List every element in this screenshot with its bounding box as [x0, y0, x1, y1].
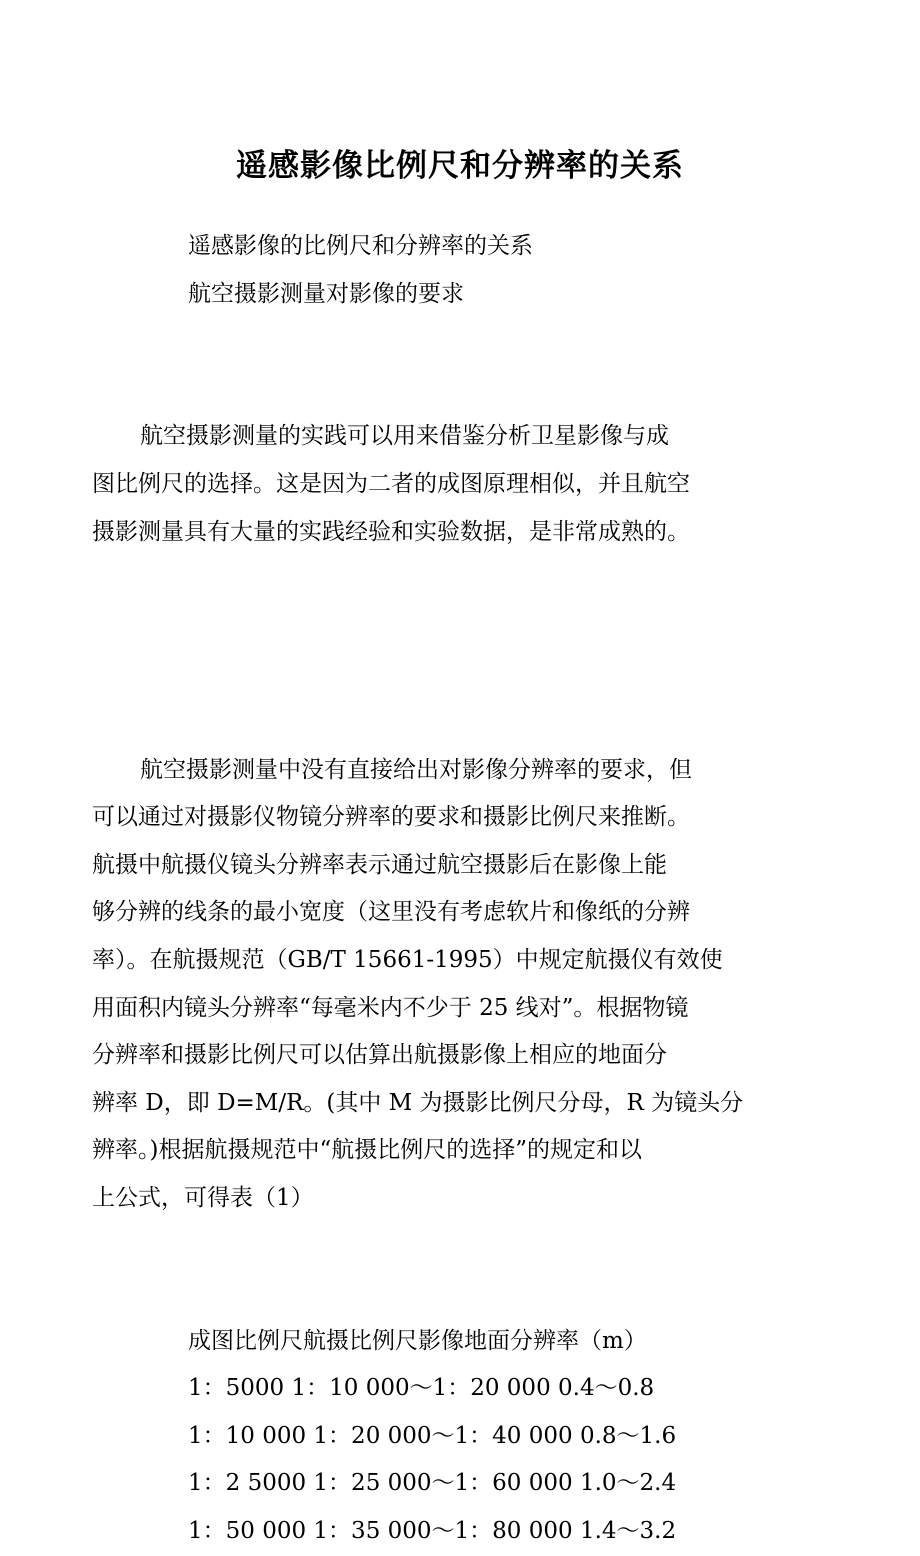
paragraph-2: [92, 651, 790, 1317]
subtitle: 遥感影像的比例尺和分辨率的关系: [188, 233, 533, 259]
table-row: 1：5000 1：10 000～1：20 000 0.4～0.8: [188, 1375, 655, 1402]
paragraph-1: [92, 318, 790, 651]
paragraph-2-line: 辨率 D，即 D=M/R。(其中 M 为摄影比例尺分母，R 为镜头分: [92, 1089, 744, 1116]
paragraph-2-line: 辨率。)根据航摄规范中“航摄比例尺的选择”的规定和以: [92, 1137, 642, 1164]
paragraph-2-line: 率）。在航摄规范（GB/T 15661-1995）中规定航摄仪有效使: [92, 946, 723, 973]
table-row: 1：10 000 1：20 000～1：40 000 0.8～1.6: [188, 1422, 677, 1449]
table-row: 1：2 5000 1：25 000～1：60 000 1.0～2.4: [188, 1470, 677, 1497]
paragraph-2-line: 可以通过对摄影仪物镜分辨率的要求和摄影比例尺来推断。: [92, 804, 690, 831]
paragraph-1-line: 图比例尺的选择。这是因为二者的成图原理相似，并且航空: [92, 470, 690, 497]
paragraph-2-line: 够分辨的线条的最小宽度（这里没有考虑软片和像纸的分辨: [92, 899, 690, 926]
paragraph-2-line: 分辨率和摄影比例尺可以估算出航摄影像上相应的地面分: [92, 1042, 667, 1069]
paragraph-1-line: 航空摄影测量的实践可以用来借鉴分析卫星影像与成: [140, 423, 669, 450]
document-body: [92, 223, 790, 1556]
paragraph-2-line: 航空摄影测量中没有直接给出对影像分辨率的要求，但: [140, 756, 692, 783]
paragraph-2-line: 用面积内镜头分辨率“每毫米内不少于 25 线对”。根据物镜: [92, 994, 689, 1021]
paragraph-2-line: 上公式，可得表（1）: [92, 1184, 314, 1211]
table-row: 1：50 000 1：35 000～1：80 000 1.4～3.2: [188, 1518, 677, 1545]
document-title: 遥感影像比例尺和分辨率的关系: [236, 148, 684, 184]
table-header: 成图比例尺航摄比例尺影像地面分辨率（m）: [188, 1327, 647, 1354]
section-heading: 航空摄影测量对影像的要求: [188, 280, 464, 307]
paragraph-2-line: 航摄中航摄仪镜头分辨率表示通过航空摄影后在影像上能: [92, 851, 667, 878]
paragraph-1-line: 摄影测量具有大量的实践经验和实验数据，是非常成熟的。: [92, 518, 690, 545]
